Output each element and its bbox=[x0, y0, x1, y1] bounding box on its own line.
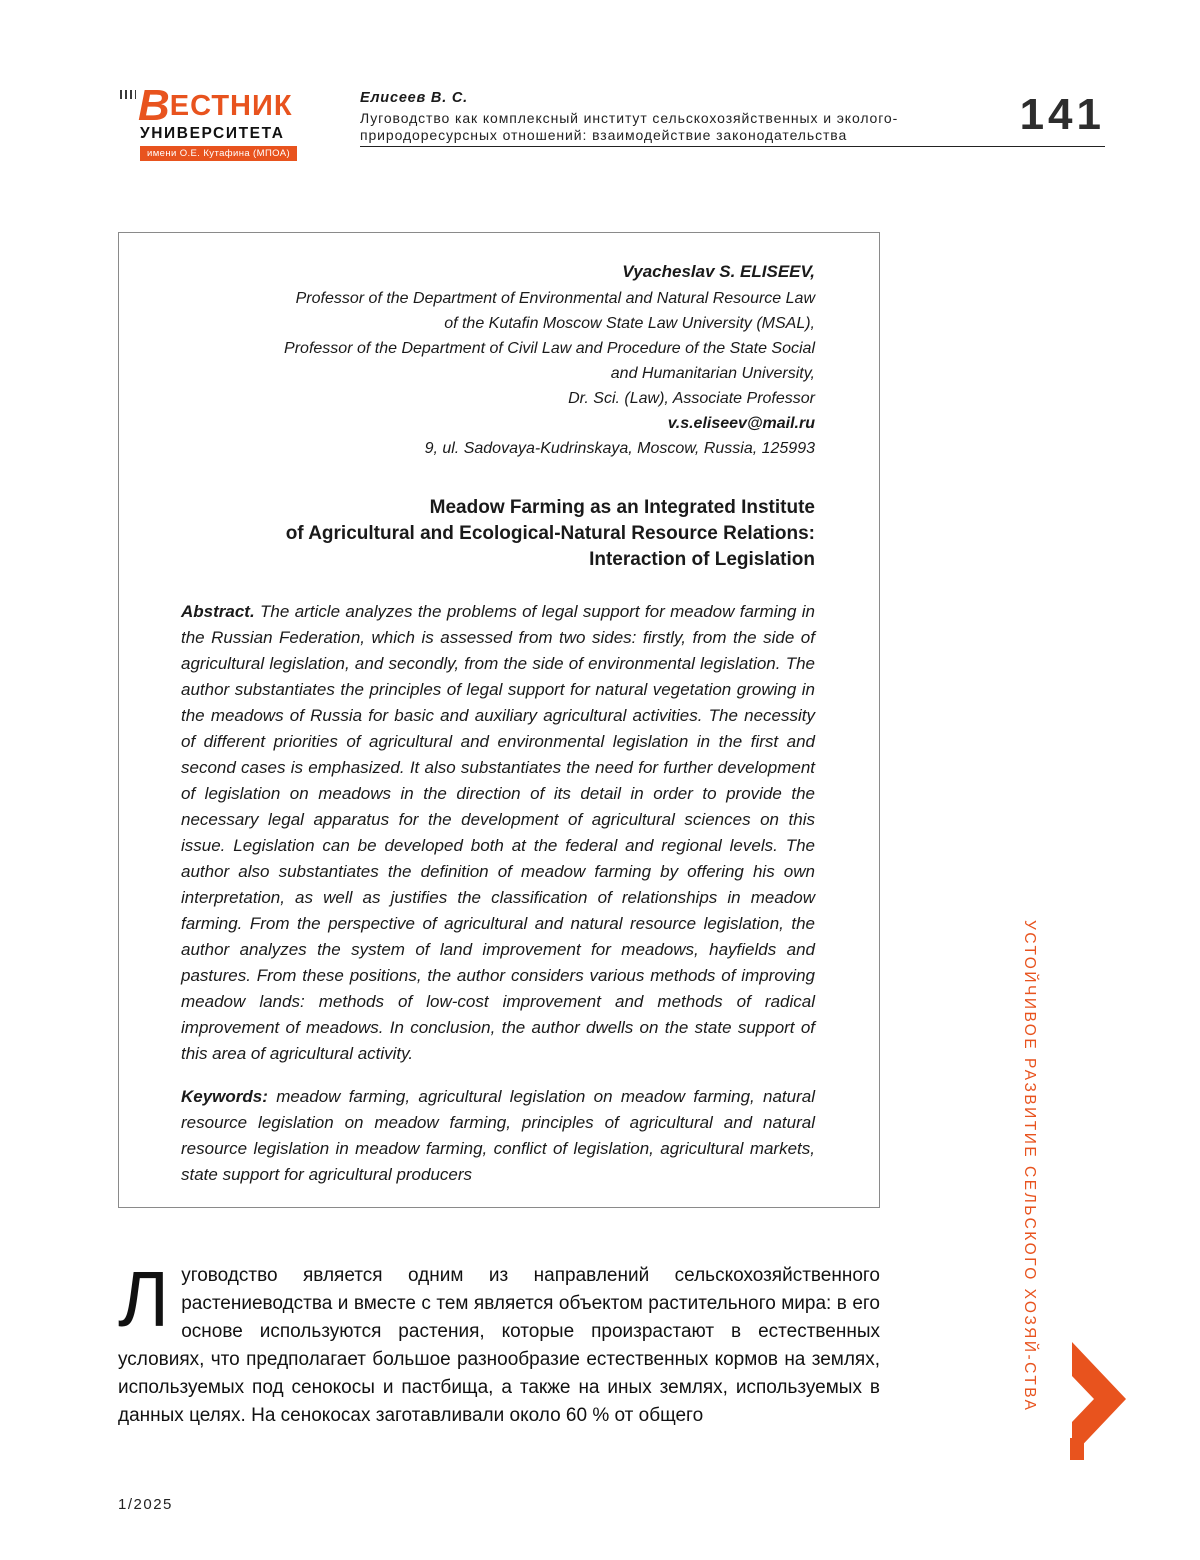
author-name: Vyacheslav S. ELISEEV, bbox=[622, 262, 815, 281]
author-affiliation-line: Professor of the Department of Civil Law and Procedure of the State Social bbox=[284, 340, 815, 357]
side-strip-text-main: УСТОЙЧИВОЕ РАЗВИТИЕ СЕЛЬСКОГО ХОЗЯЙ- bbox=[1021, 920, 1038, 1363]
author-affiliation-line: of the Kutafin Moscow State Law University (MSAL), bbox=[444, 315, 815, 332]
page-number: 141 bbox=[1019, 90, 1105, 139]
header-rule bbox=[360, 146, 1105, 147]
author-affiliation-line: Professor of the Department of Environmental and Natural Resource Law bbox=[295, 290, 815, 307]
author-affiliation-line: and Humanitarian University, bbox=[610, 365, 815, 382]
side-strip-text-tail: СТВА bbox=[1021, 1362, 1038, 1413]
logo-university-text: УНИВЕРСИТЕТА bbox=[140, 125, 285, 143]
logo-brand bbox=[120, 81, 340, 130]
header-article-meta bbox=[360, 90, 1010, 144]
author-degree-line: Dr. Sci. (Law), Associate Professor bbox=[568, 390, 815, 407]
page-header bbox=[0, 0, 1200, 170]
header-article-title-line2: природоресурсных отношений: взаимодействие законодательства bbox=[360, 127, 848, 143]
keywords-label: Keywords: bbox=[181, 1087, 268, 1106]
logo-letter-v: В bbox=[138, 81, 170, 130]
title-en-line: Interaction of Legislation bbox=[589, 549, 815, 570]
keywords bbox=[181, 1084, 815, 1188]
title-en-line: Meadow Farming as an Integrated Institute bbox=[429, 497, 815, 518]
author-address: 9, ul. Sadovaya-Kudrinskaya, Moscow, Russia, 125993 bbox=[424, 440, 815, 457]
article-title-en bbox=[181, 495, 815, 573]
header-article-title-line1: Луговодство как комплексный институт сельскохозяйственных и эколого- bbox=[360, 110, 899, 126]
body-paragraph-text: уговодство является одним из направлений сельскохозяйственного растениеводства и вместе с тем является объектом растительного мира: в его основе используются растения, которые произрастают в естественных условиях, что предполагает большое разнообразие естественных кормов на землях, используемых под сенокосы и пастбища, а также на иных землях, используемых в данных целях. На сенокосах заготавливали около 60 % от общего bbox=[118, 1265, 880, 1426]
logo-brand-text: ЕСТНИК bbox=[169, 90, 293, 122]
title-en-line: of Agricultural and Ecological-Natural Resource Relations: bbox=[285, 523, 815, 544]
drop-cap: Л bbox=[118, 1255, 170, 1343]
journal-logo bbox=[120, 81, 340, 161]
body-paragraph bbox=[118, 1255, 880, 1430]
abstract-text: The article analyzes the problems of legal support for meadow farming in the Russian Federation, which is assessed from two sides: firstly, from the side of agricultural legislation, and secondly, from the side of environmental legislation. The author substantiates the principles of legal support for natural vegetation growing in the meadows of Russia for basic and auxiliary agricultural activities. The necessity of different priorities of agricultural and environmental legislation in the first and second cases is emphasized. It also substantiates the need for further development of legislation on meadows in the direction of its detail in order to provide the necessary legal apparatus for the development of agricultural sciences on this issue. Legislation can be developed both at the federal and regional levels. The author also substantiates the definition of meadow farming by offering his own interpretation, as well as justifies the classification of relationships in meadow farming. From the perspective of agricultural and natural resource legislation, the author analyzes the system of land improvement for meadows, hayfields and pastures. From these positions, the author considers various methods of improving meadow lands: methods of low-cost improvement and methods of radical improvement of meadows. In conclusion, the author dwells on the state support of this area of agricultural activity. bbox=[181, 602, 815, 1063]
author-email: v.s.eliseev@mail.ru bbox=[667, 415, 815, 432]
abstract-label: Abstract. bbox=[181, 602, 255, 621]
issue-number: 1/2025 bbox=[118, 1496, 173, 1513]
journal-arrow-icon bbox=[1070, 1342, 1130, 1460]
abstract bbox=[181, 599, 815, 1067]
logo-stripes-icon bbox=[120, 90, 136, 99]
logo-affiliation-text: имени О.Е. Кутафина (МПОА) bbox=[140, 146, 297, 161]
article-info-box bbox=[118, 232, 880, 1208]
section-side-strip bbox=[1020, 920, 1038, 1460]
author-block bbox=[181, 259, 815, 461]
keywords-text: meadow farming, agricultural legislation on meadow farming, natural resource legislation on meadow farming, principles of agricultural and natural resource legislation in meadow farming, conflict of legislation, agricultural markets, state support for agricultural producers bbox=[181, 1087, 815, 1184]
header-author-ru: Елисеев В. С. bbox=[360, 90, 468, 106]
